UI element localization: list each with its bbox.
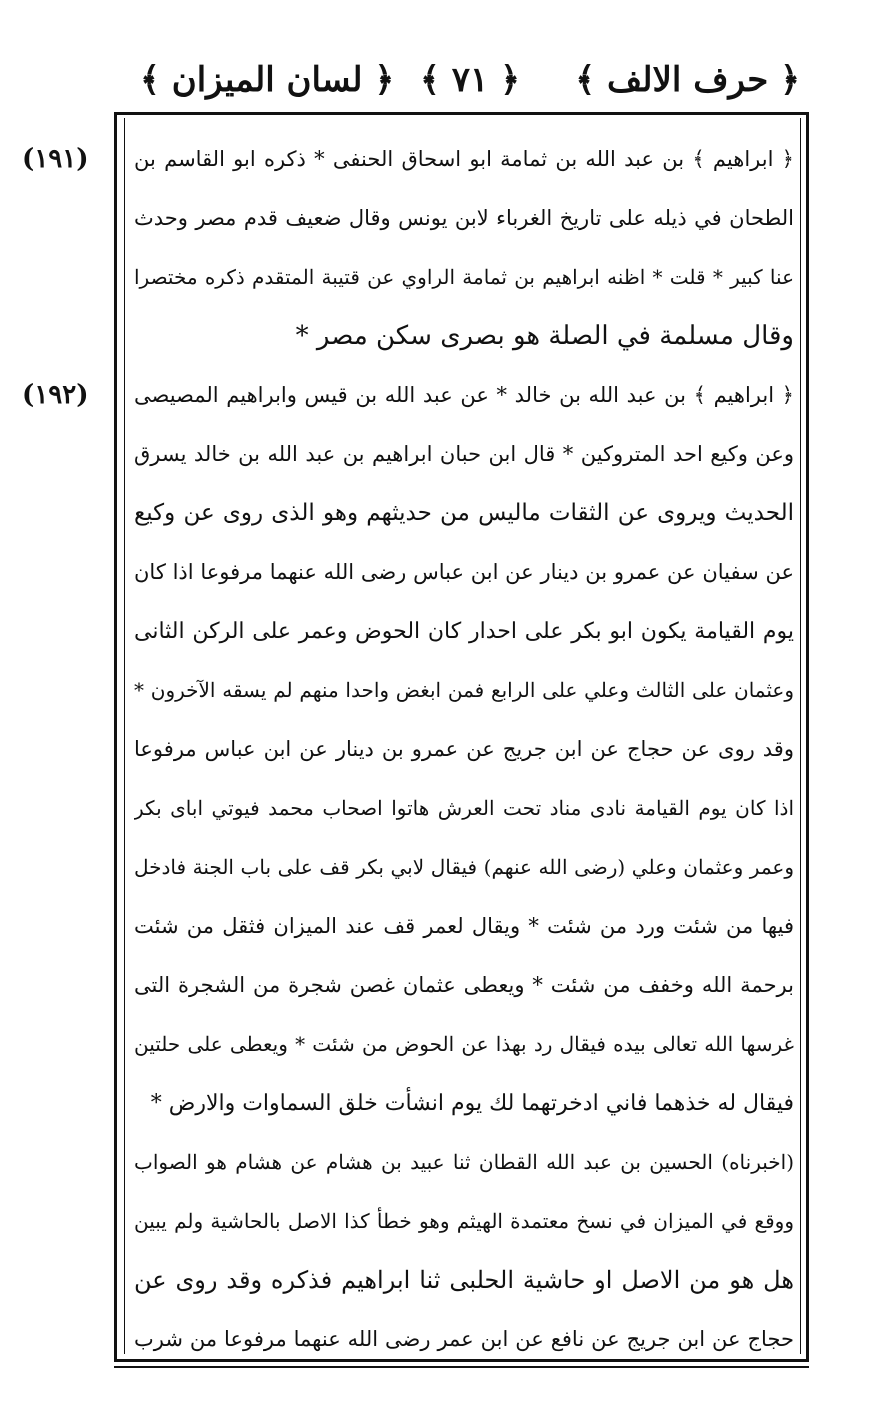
book-title: ﴿ لسان الميزان ﴾: [140, 60, 395, 100]
text-line: فيقال له خذهما فاني ادخرتهما لك يوم انشأت خلق السماوات والارض *: [150, 1091, 794, 1116]
text-line: ﴿ ابراهيم ﴾ بن عبد الله بن ثمامة ابو اسحاق الحنفى * ذكره ابو القاسم بن: [134, 147, 794, 171]
text-line: ووقع في الميزان في نسخ معتمدة الهيثم وهو خطأ كذا الاصل بالحاشية ولم يبين: [134, 1209, 794, 1233]
body-text: [134, 130, 794, 1369]
entry-number-191: (١٩١): [22, 144, 89, 174]
text-line: يوم القيامة يكون ابو بكر على احدار كان الحوض وعمر على الركن الثانى: [134, 619, 794, 644]
running-header: [140, 52, 800, 108]
text-line: حجاج عن ابن جريج عن نافع عن ابن عمر رضى الله عنهما مرفوعا من شرب: [134, 1327, 794, 1351]
text-line: هل هو من الاصل او حاشية الحلبى ثنا ابراهيم فذكره وقد روى عن: [134, 1266, 794, 1294]
text-line: الحديث ويروى عن الثقات ماليس من حديثهم وهو الذى روى عن وكيع: [134, 500, 794, 526]
text-line: برحمة الله وخفف من شئت * ويعطى عثمان غصن شجرة من الشجرة التى: [134, 973, 794, 997]
text-line: وعثمان على الثالث وعلي على الرابع فمن ابغض واحدا منهم لم يسقه الآخرون *: [134, 678, 794, 702]
text-line: وعن وكيع احد المتروكين * قال ابن حبان ابراهيم بن عبد الله بن خالد يسرق: [134, 442, 794, 466]
text-line: وقد روى عن حجاج عن ابن جريج عن عمرو بن دينار عن ابن عباس مرفوعا: [134, 737, 794, 761]
text-line: وعمر وعثمان وعلي (رضى الله عنهم) فيقال لابي بكر قف على باب الجنة فادخل: [134, 855, 794, 879]
chapter-title: ﴿ حرف الالف ﴾: [575, 60, 800, 100]
text-line: (اخبرناه) الحسين بن عبد الله القطان ثنا عبيد بن هشام عن هشام هو الصواب: [134, 1150, 794, 1174]
entry-number-192: (١٩٢): [22, 380, 89, 410]
text-line: عن سفيان عن عمرو بن دينار عن ابن عباس رضى الله عنهما مرفوعا اذا كان: [134, 560, 794, 584]
text-line: ﴿ ابراهيم ﴾ بن عبد الله بن خالد * عن عبد الله بن قيس وابراهيم المصيصى: [134, 383, 794, 407]
text-line: غرسها الله تعالى بيده فيقال رد بهذا عن الحوض من شئت * ويعطى على حلتين: [134, 1032, 794, 1056]
text-line: فيها من شئت ورد من شئت * ويقال لعمر قف عند الميزان فثقل من شئت: [134, 914, 794, 938]
page-number: ﴿ ٧١ ﴾: [419, 60, 521, 100]
text-line: عنا كبير * قلت * اظنه ابراهيم بن ثمامة الراوي عن قتيبة المتقدم ذكره مختصرا: [134, 265, 794, 289]
text-line: اذا كان يوم القيامة نادى مناد تحت العرش هاتوا اصحاب محمد فيوتي اباى بكر: [134, 796, 794, 820]
text-line: الطحان في ذيله على تاريخ الغرباء لابن يونس وقال ضعيف قدم مصر وحدث: [134, 206, 794, 230]
text-line: وقال مسلمة في الصلة هو بصرى سكن مصر *: [295, 321, 794, 351]
